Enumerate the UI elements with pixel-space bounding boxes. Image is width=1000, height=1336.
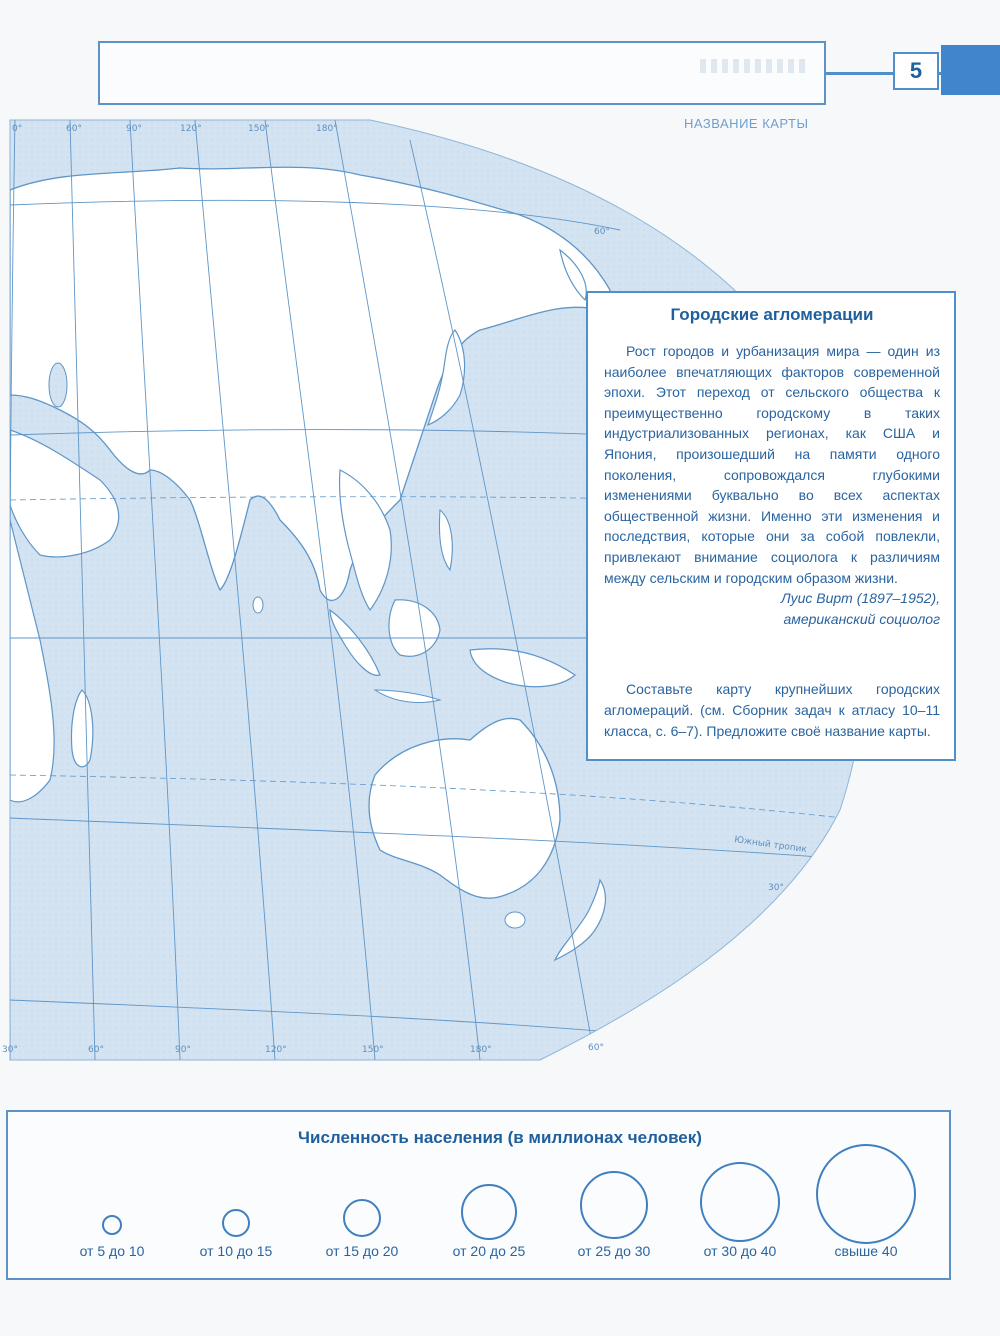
top-lon-label-1: 60° [66,124,82,134]
quote-author-name: Луис Вирт (1897–1952), [780,590,940,607]
top-lon-label-5: 180° [316,124,338,134]
legend-label: от 25 до 30 [577,1243,651,1259]
task-text: Составьте карту крупнейших городских агломераций. (см. Сборник задач к атласу 10–11 класса, с. 6–7). Предложите своё название карты. [604,681,940,739]
legend-title: Численность населения (в миллионах человек) [298,1128,702,1147]
page-number: 5 [893,52,939,90]
bottom-lon-label-3: 120° [265,1045,287,1055]
bottom-lon-label-0: 30° [2,1045,18,1055]
bottom-lon-label-1: 60° [88,1045,104,1055]
tropic-label: Южный тропик [733,835,808,856]
bottom-lon-label-5: 180° [470,1045,492,1055]
bottom-lon-label-4: 150° [362,1045,384,1055]
legend-circle [700,1162,780,1242]
quote-author-role: американский социолог [783,610,940,627]
map-caption: НАЗВАНИЕ КАРТЫ [684,116,809,131]
caspian-sea [49,363,67,407]
legend-label: от 5 до 10 [79,1243,145,1259]
legend-label: от 20 до 25 [452,1243,526,1259]
info-text-box [586,291,956,761]
land-sri-lanka [253,597,263,613]
legend-circle [461,1184,517,1240]
legend-label: от 30 до 40 [703,1243,777,1259]
top-lon-label-3: 120° [180,124,202,134]
legend-circle [580,1171,648,1239]
lat-label-30: 30° [768,883,784,893]
top-lon-label-2: 90° [126,124,142,134]
legend-label: свыше 40 [834,1243,898,1259]
top-lon-label-4: 150° [248,124,270,134]
bottom-lon-label-6: 60° [588,1043,604,1053]
legend-label: от 15 до 20 [325,1243,399,1259]
legend-circle [102,1215,122,1235]
lat-label-60: 60° [594,227,610,237]
land-tasmania [505,912,525,928]
bottom-lon-label-2: 90° [175,1045,191,1055]
legend-label: от 10 до 15 [199,1243,273,1259]
legend-circle [343,1199,381,1237]
legend-circle [222,1209,250,1237]
quote-text: Рост городов и урбанизация мира — один из наиболее впечатляющих факторов современной эпохи. Этот переход от сельского общества к преимущественно городскому в таких индустриализованных регионах, как США и Япония, произошедший на памяти одного поколения, сопровождался глубокими изменениями буквально во всех аспектах общественной жизни. Именно эти изменения и последствия, которые они за собой повлекли, привлекают внимание социолога к различиям между сельским и городским образом жизни. [604,343,940,586]
top-lon-label-0: 0° [12,124,23,134]
info-title: Городские агломерации [670,305,874,324]
legend-circle [816,1144,916,1244]
